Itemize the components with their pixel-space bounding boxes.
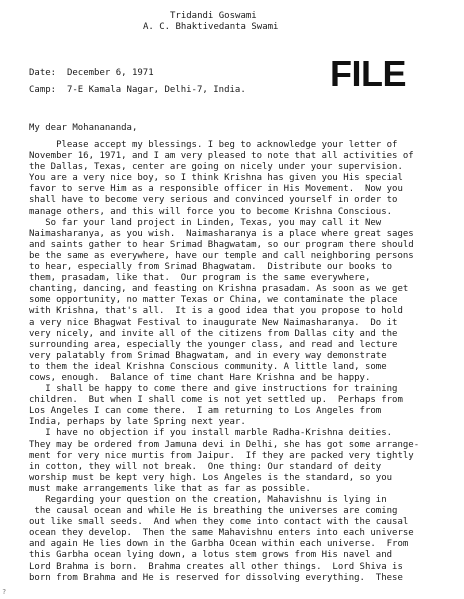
body-line: with Krishna, that's all. It is a good idea that you propose to hold (29, 306, 403, 317)
body-line: Please accept my blessings. I beg to acknowledge your letter of (29, 140, 398, 150)
body-line: So far your land project in Linden, Texas, you may call it New (29, 217, 382, 228)
body-line: India, perhaps by late Spring next year. (29, 417, 246, 428)
file-stamp: FILE (330, 53, 406, 94)
body-line: the causal ocean and while He is breathing the universes are coming (29, 506, 398, 517)
salutation: My dear Mohanananda, (29, 123, 138, 133)
body-line: this Garbha ocean lying down, a lotus stem grows from His navel and (29, 550, 393, 561)
body-line: must make arrangements like that as far as possible. (29, 483, 311, 494)
body-line: some opportunity, no matter Texas or China, we contaminate the place (29, 295, 398, 306)
body-line: children. But when I shall come is not yet settled up. Perhaps from (29, 395, 403, 406)
body-line: I shall be happy to come there and give instructions for training (29, 384, 398, 395)
body-line: November 16, 1971, and I am very pleased to note that all activities of (29, 151, 414, 162)
body-line: ocean they develop. Then the same Mahavishnu enters into each universe (29, 528, 414, 539)
body-line: Regarding your question on the creation, Mahavishnu is lying in (29, 495, 387, 505)
body-line: in cotton, they will not break. One thing: Our standard of deity (29, 461, 382, 472)
body-line: born from Brahma and He is reserved for dissolving everything. These (29, 572, 403, 583)
letterhead-title: Tridandi Goswami (170, 11, 257, 21)
date-line (29, 68, 154, 79)
body-line: out like small seeds. And when they come into contact with the causal (29, 517, 409, 528)
body-line: to them the ideal Krishna Conscious community. A little land, some (29, 361, 387, 372)
body-line: Lord Brahma is born. Brahma creates all other things. Lord Shiva is (29, 561, 403, 572)
body-line: surrounding area, especially the younger class, and read and lecture (29, 339, 398, 350)
camp-line (29, 85, 246, 96)
body-line: I have no objection if you install marble Radha-Krishna deities. (29, 428, 393, 439)
letter-body (29, 140, 459, 584)
body-line: and again He lies down in the Garbha Ocean within each universe. From (29, 539, 409, 550)
body-line: They may be ordered from Jamuna devi in Delhi, she has got some arrange- (29, 439, 420, 450)
body-line: manage others, and this will force you to become Krishna Conscious. (29, 206, 393, 217)
body-line: shall have to become very serious and convinced yourself in order to (29, 195, 398, 206)
camp-value: 7-E Kamala Nagar, Delhi-7, India. (66, 85, 246, 95)
body-line: chanting, dancing, and feasting on Krishna prasadam. As soon as we get (29, 284, 409, 295)
body-line: a very nice Bhagwat Festival to inaugurate New Naimasharanya. Do it (29, 317, 398, 328)
date-label: Date: (29, 68, 57, 78)
body-line: the Dallas, Texas, center are going on nicely under your supervision. (29, 162, 403, 173)
body-line: be the same as everywhere, have our temple and call neighboring persons (29, 250, 414, 261)
body-line: very nicely, and invite all of the citizens from Dallas city and the (29, 328, 398, 339)
body-line: Los Angeles I can come there. I am returning to Los Angeles from (29, 406, 382, 417)
body-line: Naimasharanya, as you wish. Naimasharanya is a place where great sages (29, 228, 414, 239)
body-line: ment for very nice murtis from Jaipur. If they are packed very tightly (29, 450, 414, 461)
body-line: favor to serve Him as a responsible officer in His Movement. Now you (29, 184, 403, 195)
date-value: December 6, 1971 (66, 68, 154, 78)
camp-label: Camp: (29, 85, 57, 95)
body-line: and saints gather to hear Srimad Bhagwatam, so our program there should (29, 239, 414, 250)
letterhead-name: A. C. Bhaktivedanta Swami (143, 22, 279, 32)
body-line: them, prasadam, like that. Our program is the same everywhere, (29, 273, 371, 284)
body-line: You are a very nice boy, so I think Krishna has given you His special (29, 173, 403, 184)
body-line: very palatably from Srimad Bhagwatam, and in every way demonstrate (29, 350, 387, 361)
body-line: worship must be kept very high. Los Angeles is the standard, so you (29, 472, 393, 483)
body-line: to hear, especially from Srimad Bhagwatam. Distribute our books to (29, 262, 393, 273)
body-line: cows, enough. Balance of time chant Hare Krishna and be happy. (29, 372, 371, 383)
margin-mark: ? (2, 588, 7, 596)
